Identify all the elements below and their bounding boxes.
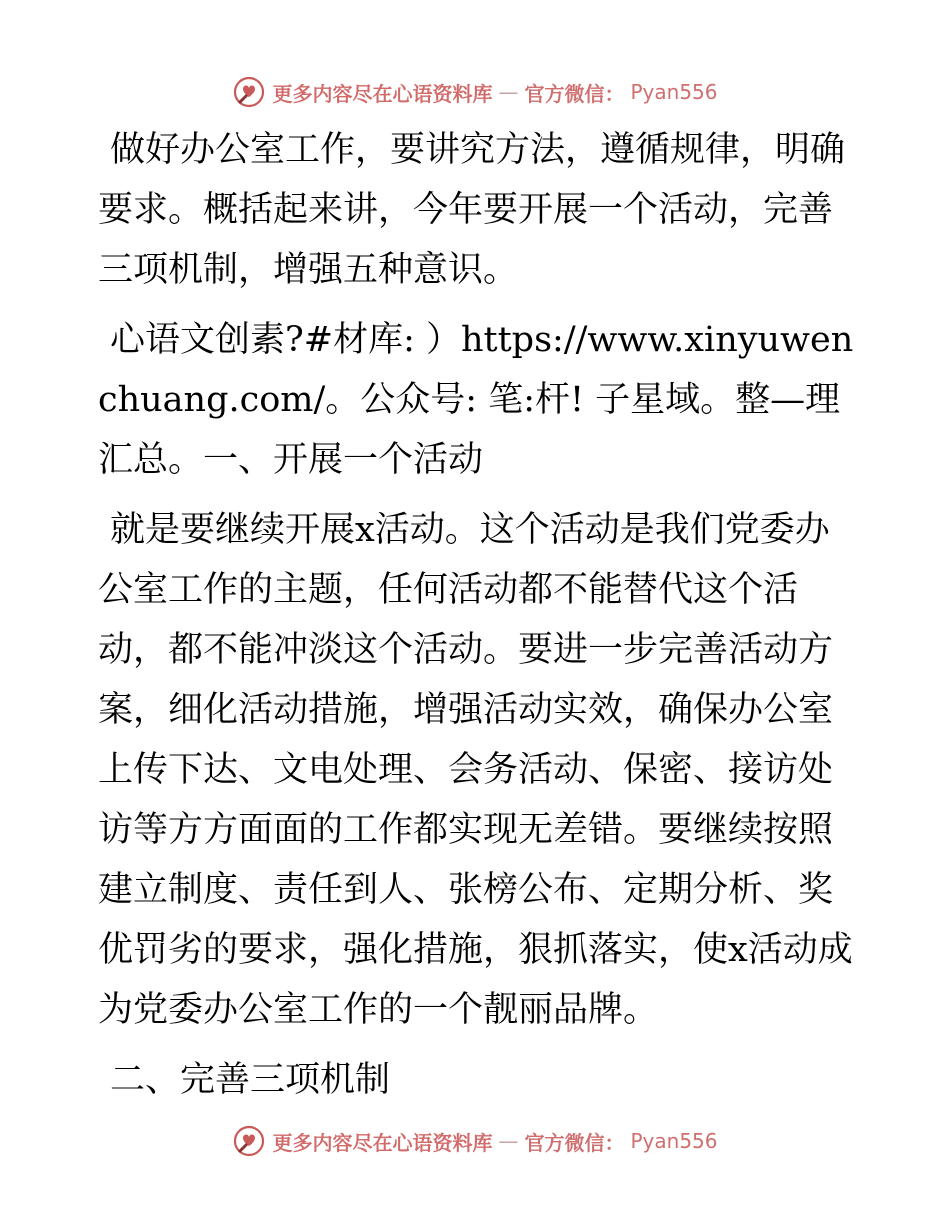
paragraph-source-note: 心语文创素?#材库: ）https://www.xinyuwenchuang.com/。公众号: 笔:杆! 子星域。整—理汇总。一、开展一个活动	[98, 320, 854, 480]
watermark-official-label: 官方微信：	[524, 1130, 625, 1155]
footer-watermark	[0, 1121, 950, 1161]
watermark-separator: —	[498, 80, 519, 104]
document-body	[98, 120, 858, 1110]
paragraph-intro: 做好办公室工作，要讲究方法，遵循规律，明确要求。概括起来讲，今年要开展一个活动，完善三项机制，增强五种意识。	[98, 130, 846, 290]
watermark-main-text: 更多内容尽在心语资料库	[272, 1130, 493, 1155]
watermark-wechat-id: Pyan556	[630, 80, 718, 104]
watermark-main-text: 更多内容尽在心语资料库	[272, 81, 493, 106]
heart-pen-logo-icon	[232, 1124, 266, 1158]
section-heading-mechanisms: 二、完善三项机制	[110, 1060, 391, 1100]
heart-pen-logo-icon	[232, 75, 266, 109]
watermark-wechat-id: Pyan556	[630, 1129, 718, 1153]
watermark-official-label: 官方微信：	[524, 81, 625, 106]
header-watermark	[0, 72, 950, 112]
paragraph-activity: 就是要继续开展x活动。这个活动是我们党委办公室工作的主题，任何活动都不能替代这个活动，都不能冲淡这个活动。要进一步完善活动方案，细化活动措施，增强活动实效，确保办公室上传下达、文电处理、会务活动、保密、接访处访等方方面面的工作都实现无差错。要继续按照建立制度、责任到人、张榜公布、定期分析、奖优罚劣的要求，强化措施，狠抓落实，使x活动成为党委办公室工作的一个靓丽品牌。	[98, 510, 853, 1030]
watermark-separator: —	[498, 1129, 519, 1153]
